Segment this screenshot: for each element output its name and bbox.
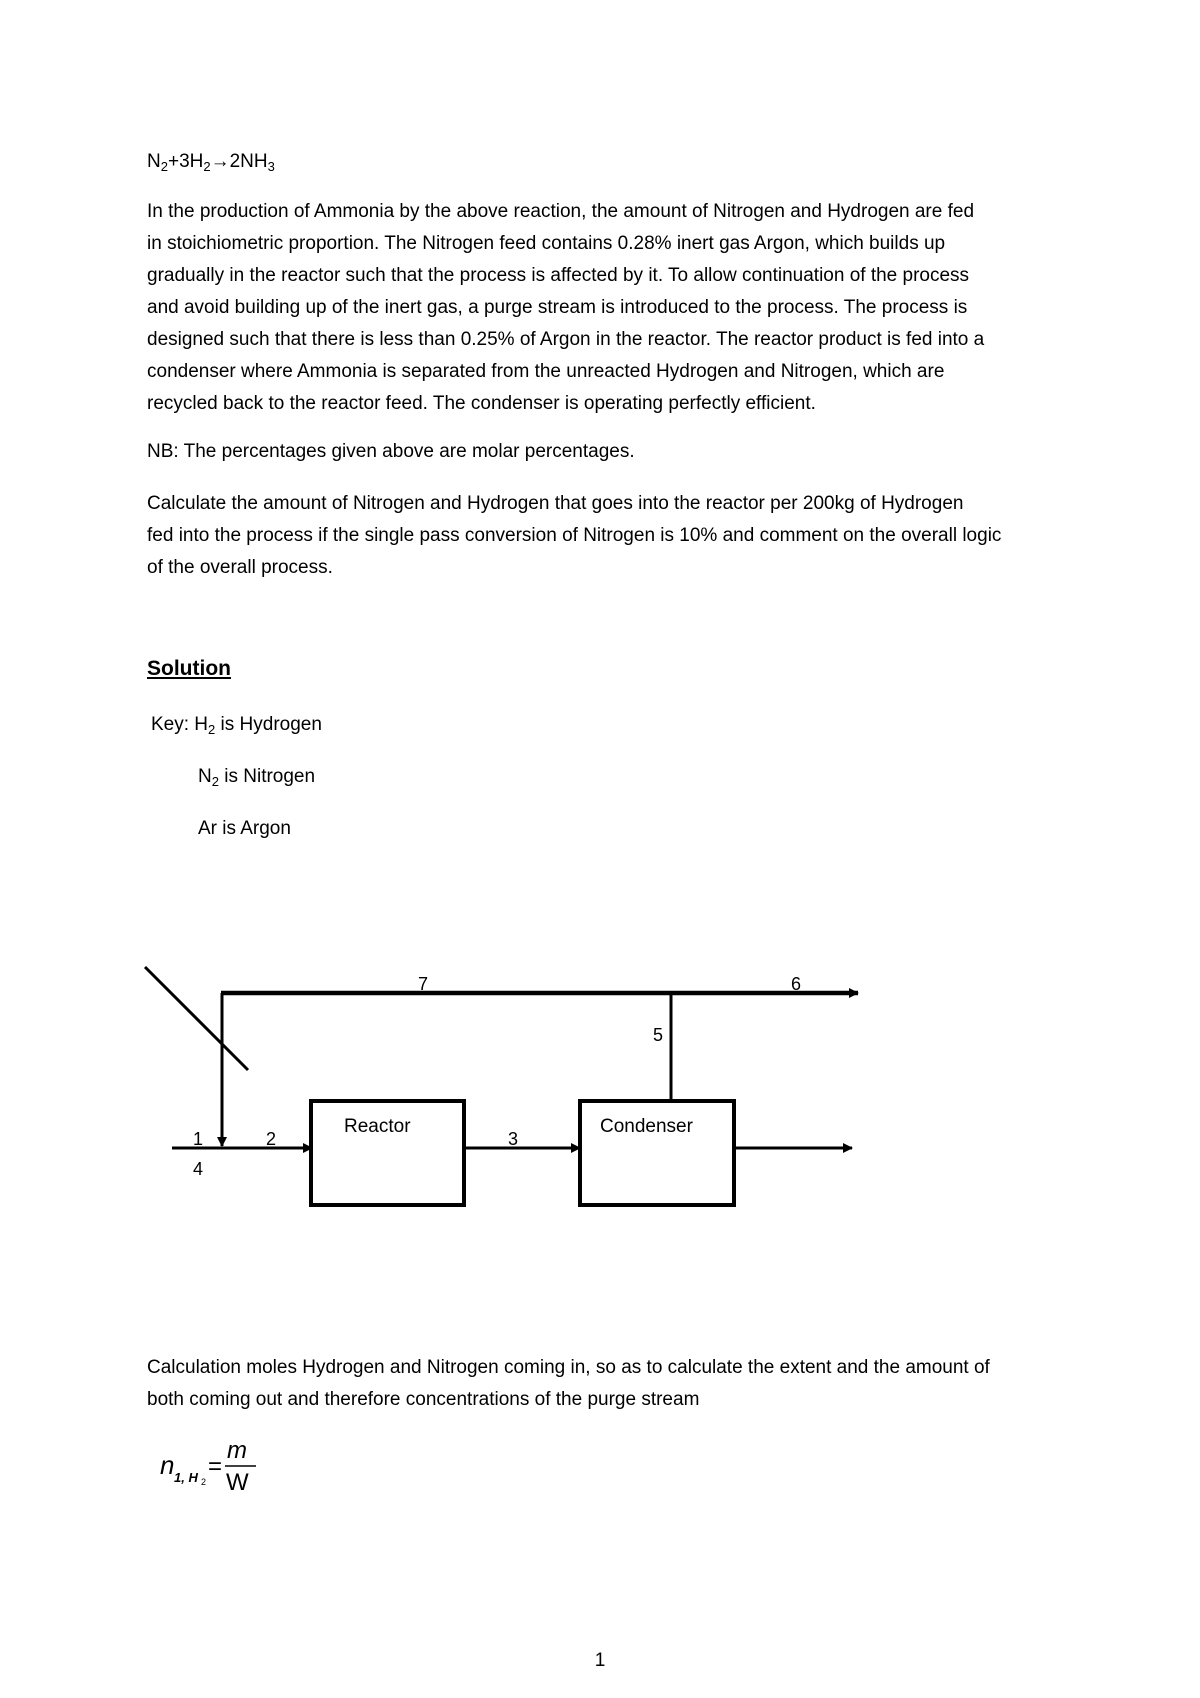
- key-sub: 2: [211, 774, 219, 789]
- stream-label-1: 1: [193, 1129, 204, 1149]
- key-prefix: N: [198, 766, 212, 787]
- question-line: Calculate the amount of Nitrogen and Hydrogen that goes into the reactor per 200kg of Hydrogen: [147, 493, 964, 514]
- stream-label-3: 3: [508, 1129, 519, 1149]
- calculation-text: [147, 1352, 1067, 1416]
- calculation-line: Calculation moles Hydrogen and Nitrogen coming in, so as to calculate the extent and the amount of: [147, 1357, 990, 1378]
- page-number: 1: [594, 1650, 606, 1671]
- stream-label-4: 4: [193, 1159, 204, 1179]
- problem-line: recycled back to the reactor feed. The condenser is operating perfectly efficient.: [147, 393, 816, 414]
- nb-note: NB: The percentages given above are molar percentages.: [147, 441, 635, 462]
- reactor-label: Reactor: [344, 1116, 411, 1137]
- stream-label-7: 7: [418, 974, 429, 994]
- key-prefix: Ar is Argon: [198, 818, 291, 839]
- formula-equals: =: [208, 1453, 223, 1480]
- formula-n: n: [160, 1450, 175, 1480]
- eq-arrow: →: [210, 151, 230, 172]
- eq-nitrogen: N: [147, 151, 161, 172]
- eq-ammonia: 2NH: [229, 151, 268, 172]
- problem-line: gradually in the reactor such that the process is affected by it. To allow continuation of the process: [147, 265, 970, 286]
- condenser-label: Condenser: [600, 1116, 693, 1137]
- problem-line: condenser where Ammonia is separated from the unreacted Hydrogen and Nitrogen, which are: [147, 361, 945, 382]
- problem-line: in stoichiometric proportion. The Nitrogen feed contains 0.28% inert gas Argon, which builds up: [147, 233, 946, 254]
- stream-label-2: 2: [266, 1129, 277, 1149]
- key-rest: is Nitrogen: [224, 766, 316, 787]
- calculation-line: both coming out and therefore concentrations of the purge stream: [147, 1389, 700, 1410]
- eq-sub: 2: [203, 159, 211, 174]
- problem-line: designed such that there is less than 0.25% of Argon in the reactor. The reactor product is fed into a: [147, 329, 985, 350]
- problem-line: and avoid building up of the inert gas, a purge stream is introduced to the process. The process is: [147, 297, 968, 318]
- question-line: fed into the process if the single pass conversion of Nitrogen is 10% and comment on the overall logic: [147, 525, 1002, 546]
- key-sub: 2: [208, 722, 216, 737]
- eq-sub: 2: [160, 159, 168, 174]
- formula-subsubscript: 2: [201, 1477, 207, 1487]
- problem-line: In the production of Ammonia by the above reaction, the amount of Nitrogen and Hydrogen are fed: [147, 201, 975, 222]
- key-prefix: Key: H: [151, 714, 209, 735]
- solution-heading: Solution: [147, 657, 231, 680]
- formula-subscript: 1, H: [174, 1470, 198, 1485]
- question-line: of the overall process.: [147, 557, 333, 578]
- formula-numerator: m: [227, 1437, 247, 1464]
- purge-slash-line: [145, 967, 248, 1070]
- eq-sub: 3: [267, 159, 275, 174]
- stream-label-5: 5: [653, 1025, 664, 1045]
- stream-label-6: 6: [791, 974, 802, 994]
- eq-hydrogen: +3H: [167, 151, 204, 172]
- moles-formula: [158, 1432, 298, 1502]
- formula-denominator: W: [226, 1469, 249, 1496]
- key-rest: is Hydrogen: [220, 714, 322, 735]
